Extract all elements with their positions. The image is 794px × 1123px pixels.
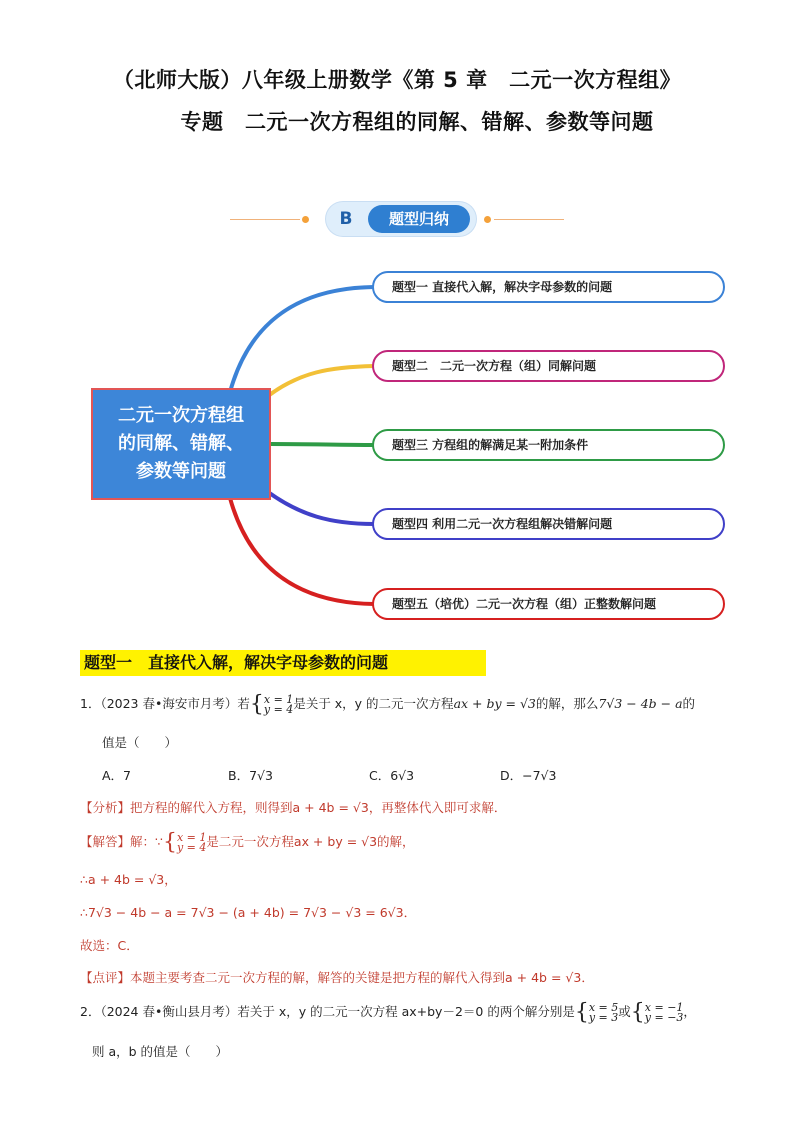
answer-pre: 解：∵ [130, 834, 163, 849]
q1-option-c: C．6√3 [369, 768, 415, 783]
question-1 [80, 692, 740, 716]
q2-system-2: { x = −1 y = −3 [630, 999, 684, 1025]
branch-type-2: 题型二 二元一次方程（组）同解问题 [372, 350, 725, 382]
q1-sys-x: x = 1 [263, 692, 294, 706]
comment-text: 本题主要考查二元一次方程的解，解答的关键是把方程的解代入得到a + 4b = √3． [130, 970, 594, 985]
comment-tag: 【点评】 [80, 970, 131, 985]
document-title-line1: （北师大版）八年级上册数学《第 5 章 二元一次方程组》 [112, 68, 682, 92]
q1-sys-y: y = 4 [263, 702, 294, 716]
q1-line2: 值是（ ） [102, 735, 178, 750]
q2-sys1-y: y = 3 [588, 1010, 619, 1024]
central-line-3: 参数等问题 [136, 461, 226, 482]
section-heading-type-1: 题型一 直接代入解，解决字母参数的问题 [80, 650, 486, 676]
q1-mid2: 的解，那么 [535, 696, 599, 711]
answer-sys-y: y = 4 [176, 840, 207, 854]
q2-end: ， [683, 1004, 696, 1019]
q1-step-2: ∴7√3 − 4b − a = 7√3 − (a + 4b) = 7√3 − √3 = 6√3． [80, 905, 417, 920]
q1-option-d: D．−7√3 [500, 768, 557, 783]
q1-analysis [80, 798, 506, 816]
q2-sys2-y: y = −3 [644, 1010, 684, 1024]
pill-label: 题型归纳 [368, 205, 470, 233]
answer-tag: 【解答】 [80, 834, 131, 849]
connector-5 [230, 498, 374, 604]
q1-choice: 故选：C． [80, 938, 139, 953]
central-line-2: 的同解、错解、 [118, 433, 244, 454]
branch-type-3: 题型三 方程组的解满足某一附加条件 [372, 429, 725, 461]
q1-equation: ax + by = √3 [453, 696, 536, 711]
analysis-tag: 【分析】 [80, 800, 131, 815]
central-line-1: 二元一次方程组 [118, 405, 244, 426]
answer-system: { x = 1 y = 4 [162, 829, 207, 855]
branch-type-4: 题型四 利用二元一次方程组解决错解问题 [372, 508, 725, 540]
q2-prefix: 2．（2024 春•衡山县月考）若关于 x，y 的二元一次方程 ax+by－2＝0 的两个解分别是 [80, 1004, 575, 1019]
q1-prefix: 1．（2023 春•海安市月考）若 [80, 696, 250, 711]
q1-step-1: ∴a + 4b = √3， [80, 872, 177, 887]
q1-end: 的 [682, 696, 696, 711]
mindmap-central-node [91, 388, 271, 500]
q2-or: 或 [618, 1004, 631, 1019]
connector-2 [268, 366, 374, 396]
q1-option-b: B．7√3 [228, 768, 273, 783]
q2-system-1: { x = 5 y = 3 [574, 999, 619, 1025]
analysis-text: 把方程的解代入方程，则得到a + 4b = √3，再整体代入即可求解． [130, 800, 507, 815]
question-2 [80, 1000, 750, 1024]
q1-mid: 是关于 x，y 的二元一次方程 [293, 696, 454, 711]
q1-system: { x = 1 y = 4 [249, 691, 294, 717]
document-title-line2: 专题 二元一次方程组的同解、错解、参数等问题 [180, 110, 654, 134]
q2-line2: 则 a，b 的值是（ ） [92, 1044, 229, 1059]
q1-option-a: A．7 [102, 768, 132, 783]
q2-sys2-x: x = −1 [644, 1000, 684, 1014]
branch-type-5: 题型五（培优）二元一次方程（组）正整数解问题 [372, 588, 725, 620]
connector-3 [271, 444, 374, 445]
q1-comment [80, 968, 594, 986]
connector-4 [268, 492, 374, 524]
answer-sys-x: x = 1 [176, 830, 207, 844]
q1-answer [80, 830, 415, 854]
q2-sys1-x: x = 5 [588, 1000, 619, 1014]
q1-expression: 7√3 − 4b − a [598, 696, 683, 711]
branch-type-1: 题型一 直接代入解，解决字母参数的问题 [372, 271, 725, 303]
answer-text: 是二元一次方程ax + by = √3的解， [206, 834, 415, 849]
pill-letter: B [339, 209, 353, 229]
